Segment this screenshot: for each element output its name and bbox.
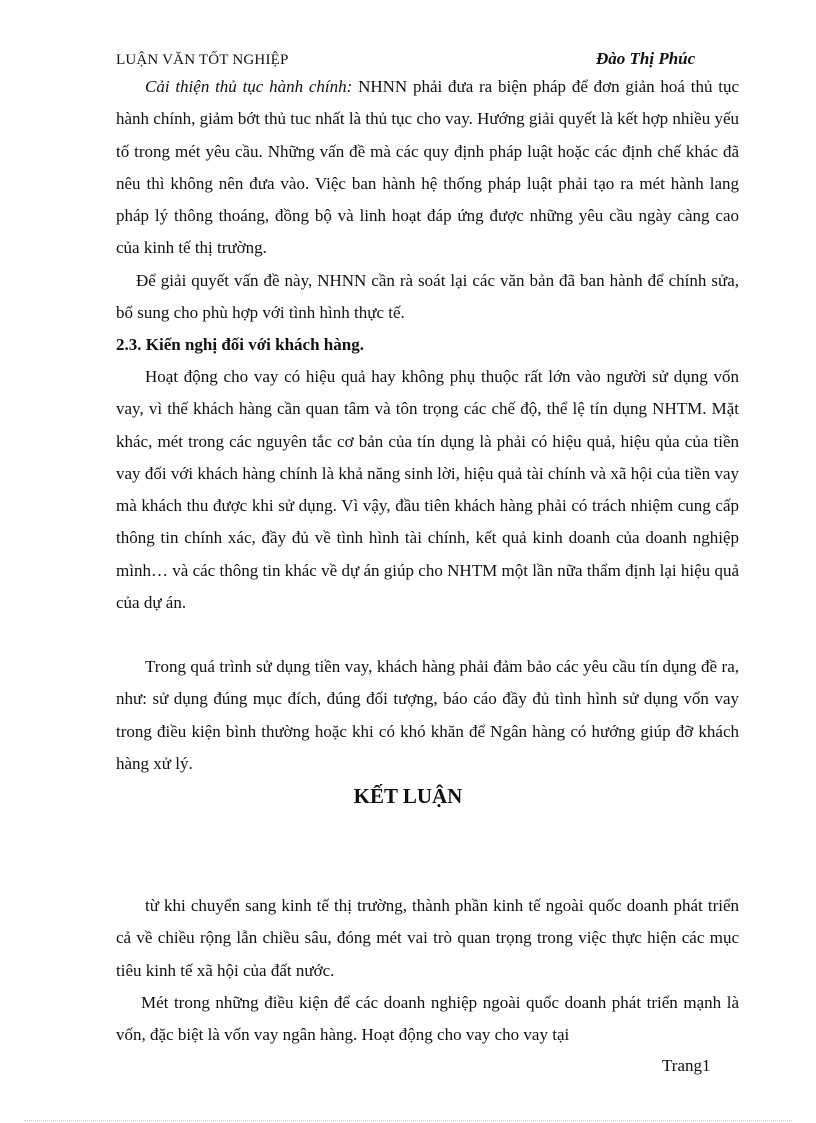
section-heading-2-3: 2.3. Kiến nghị đối với khách hàng. xyxy=(116,335,364,354)
page-number: Trang1 xyxy=(662,1056,711,1075)
paragraph-lead-italic: Cải thiện thủ tục hành chính: xyxy=(145,77,353,96)
paragraph-conclusion-2: Mét trong những điều kiện để các doanh nghiệp ngoài quốc doanh phát triển mạnh là vốn, đặc biệt là vốn vay ngân hàng. Hoạt động cho vay cho vay tại xyxy=(116,993,739,1045)
paragraph-administrative-procedures xyxy=(116,71,739,265)
paragraph-customer-responsibility: Hoạt động cho vay có hiệu quả hay không phụ thuộc rất lớn vào người sử dụng vốn vay, vì thế khách hàng cần quan tâm và tôn trọng các chế độ, thể lệ tín dụng NHTM. Mặt khác, mét trong các nguyên tắc cơ bản của tín dụng là phải có hiệu quả, hiệu qủa của tiền vay đối với khách hàng chính là khả năng sinh lời, hiệu quả tài chính và xã hội của tiền vay mà khách thu được khi sử dụng. Vì vậy, đầu tiên khách hàng phải có trách nhiệm cung cấp thông tin chính xác, đầy đủ về tình hình tài chính, kết quả kinh doanh của doanh nghiệp mình… và các thông tin khác về dự án giúp cho NHTM một lần nữa thẩm định lại hiệu quả của dự án. xyxy=(116,367,739,613)
paragraph-body: NHNN phải đưa ra biện pháp để đơn giản hoá thủ tục hành chính, giảm bớt thủ tuc nhất là thủ tục cho vay. Hướng giải quyết là kết hợp nhiều yếu tố trong mét yêu cầu. Những vấn đề mà các quy định pháp luật hoặc các định chế khác đã nêu thì không nên đưa vào. Việc ban hành hệ thống pháp luật phải tạo ra mét hành lang pháp lý thông thoáng, đồng bộ và linh hoạt đáp ứng được những yêu cầu ngày càng cao của kinh tế thị trường. xyxy=(116,77,739,258)
paragraph-legal-review: Để giải quyết vấn đề này, NHNN cần rà soát lại các văn bản đã ban hành để chính sửa, bổ sung cho phù hợp với tình hình thực tế. xyxy=(116,271,739,323)
page-bottom-divider xyxy=(24,1120,792,1121)
conclusion-heading: KẾT LUẬN xyxy=(353,784,463,808)
document-header-title: LUẬN VĂN TỐT NGHIỆP xyxy=(116,52,289,68)
paragraph-conclusion-1: từ khi chuyển sang kinh tế thị trường, thành phần kinh tế ngoài quốc doanh phát triển cả về chiều rộng lẫn chiều sâu, đóng mét vai trò quan trọng trong việc thực hiện các mục tiêu kinh tế xã hội của đất nước. xyxy=(116,896,739,980)
document-header-author: Đào Thị Phúc xyxy=(596,49,696,68)
paragraph-loan-usage: Trong quá trình sử dụng tiền vay, khách hàng phải đảm bảo các yêu cầu tín dụng đề ra, như: sử dụng đúng mục đích, đúng đối tượng, báo cáo đầy đủ tình hình sử dụng vốn vay trong điều kiện bình thường hoặc khi có khó khăn để Ngân hàng có hướng giúp đỡ khách hàng xử lý. xyxy=(116,657,739,773)
